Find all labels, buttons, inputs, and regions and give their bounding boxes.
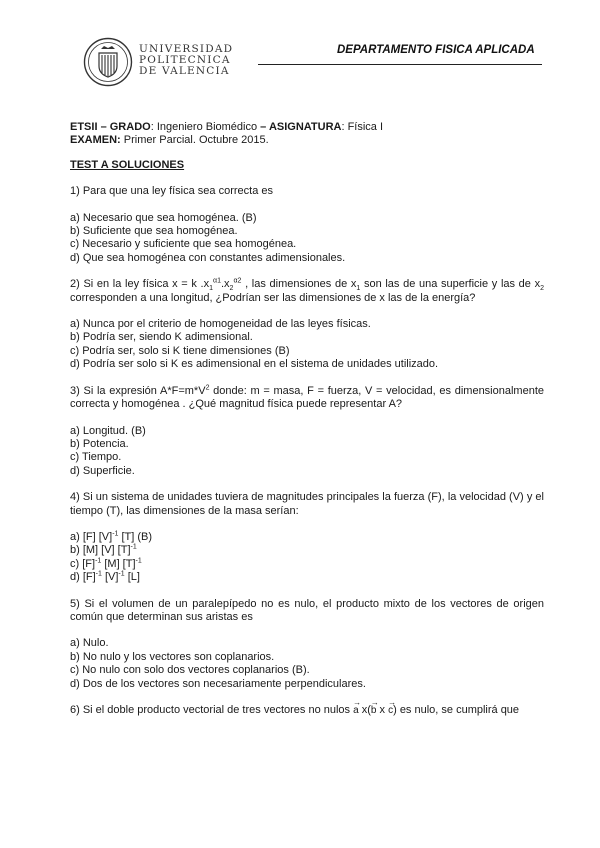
question-6: 6) Si el doble producto vectorial de tres vectores no nulos → a x(→ b x → c) es nulo, se cumplirá que [70,704,544,717]
etsii-label: ETSII [70,121,98,133]
exam-content [70,121,544,717]
vector-c: → c [388,704,393,717]
asignatura-value: : Física I [341,121,384,133]
option: c) No nulo con solo dos vectores coplanarios (B). [70,664,310,677]
grado-label: GRADO [109,121,151,133]
option: b) Podría ser, siendo K adimensional. [70,331,253,344]
option: a) Nulo. [70,637,109,650]
question-2: 2) Si en la ley física x = k $.x_1^{\alpha 1}.x_2^{\alpha 2}$ , las dimensiones de $x_1$ son las de una superficie y las de $x_2$ corresponden a una longitud, ¿Podrían ser las dimensiones de x las de la energía? [70,277,544,304]
university-seal-icon [83,37,133,87]
dash: – [257,121,269,133]
option: b) Potencia. [70,437,129,450]
option: b) [M] [V] $[T]^{-1}$ [70,543,137,557]
department-title: DEPARTAMENTO FISICA APLICADA [337,44,535,56]
asignatura-label: ASIGNATURA [268,121,342,133]
exam-label: EXAMEN: [70,134,121,147]
answers-4 [70,531,544,585]
dash: – [97,121,110,133]
exam-value: Primer Parcial. Octubre 2015. [120,134,269,147]
option: b) Suficiente que sea homogénea. [70,225,238,238]
grado-value: : Ingeniero Biomédico [150,121,258,133]
option: c) Podría ser, solo si K tiene dimensiones (B) [70,344,290,357]
question-4: 4) Si un sistema de unidades tuviera de magnitudes principales la fuerza (F), la velocidad (V) y el tiempo (T), las dimensiones de la masa serían: [70,491,544,517]
question-1: 1) Para que una ley física sea correcta es [70,185,273,198]
option: d) $[F]^{-1}$ $[V]^{-1}$ [L] [70,570,140,584]
option: a) [F] $[V]^{-1}$ [T] (B) [70,530,153,543]
option: a) Necesario que sea homogénea. (B) [70,211,257,224]
course-info-line [70,121,544,134]
vector-b: → b [371,704,377,717]
answers-3 [70,425,544,479]
option: a) Longitud. (B) [70,424,146,437]
option: d) Podría ser solo si K es adimensional en el sistema de unidades utilizado. [70,358,439,371]
option: a) Nunca por el criterio de homogeneidad de las leyes físicas. [70,318,371,331]
university-logo [83,37,253,87]
option: c) Necesario y suficiente que sea homogénea. [70,238,297,251]
university-line: DE VALENCIA [139,65,230,77]
university-name [139,44,233,77]
answers-5 [70,637,544,691]
option: d) Que sea homogénea con constantes adimensionales. [70,251,346,264]
exam-info-line [70,134,544,147]
university-line: UNIVERSIDAD [139,43,234,55]
option: d) Dos de los vectores son necesariamente perpendiculares. [70,677,366,690]
option: c) Tiempo. [70,451,122,464]
answers-1 [70,212,544,266]
option: d) Superficie. [70,464,135,477]
question-3: 3) Si la expresión $A*F=m*V^2$ donde: m = masa, F = fuerza, V = velocidad, es dimensionalmente correcta y homogénea . ¿Qué magnitud física puede representar A? [70,384,544,411]
vector-a: → a [353,704,359,717]
question-5: 5) Si el volumen de un paralepípedo no es nulo, el producto mixto de los vectores de origen común que determinan sus aristas es [70,597,544,623]
option: b) No nulo y los vectores son coplanarios. [70,650,275,663]
university-line: POLITECNICA [139,54,231,66]
header-rule [258,64,542,65]
option: c) $[F]^{-1}$ [M] $[T]^{-1}$ [70,557,142,570]
test-title: TEST A SOLUCIONES [70,158,185,171]
answers-2 [70,318,544,372]
